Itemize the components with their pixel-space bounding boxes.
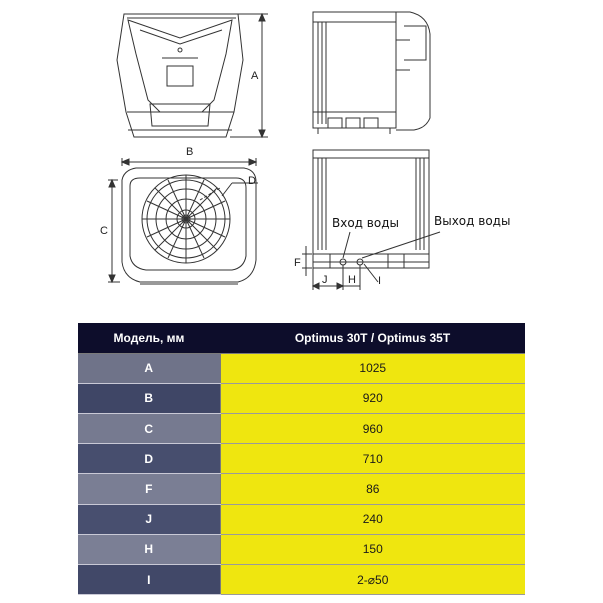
top-view (122, 168, 256, 284)
table-row (78, 414, 525, 444)
rear-view (313, 150, 440, 268)
label-b: B (186, 146, 194, 158)
dimension-c (108, 180, 120, 282)
dimension-b (122, 158, 256, 166)
row-value: 240 (220, 504, 525, 534)
row-key: C (78, 414, 220, 444)
table-row (78, 565, 525, 595)
front-view (117, 14, 243, 137)
table-row (78, 534, 525, 564)
dimension-f (302, 246, 312, 276)
row-key: H (78, 534, 220, 564)
row-value: 1025 (220, 353, 525, 383)
row-key: I (78, 565, 220, 595)
row-key: J (78, 504, 220, 534)
table-row (78, 474, 525, 504)
row-key: B (78, 383, 220, 413)
table-row (78, 444, 525, 474)
label-d: D (248, 175, 256, 187)
row-value: 710 (220, 444, 525, 474)
row-value: 920 (220, 383, 525, 413)
header-product: Optimus 30T / Optimus 35T (220, 323, 525, 353)
label-i: I (378, 275, 382, 287)
dimension-a (230, 14, 268, 137)
header-model: Модель, мм (78, 323, 220, 353)
label-c: C (100, 225, 108, 237)
row-value: 2-⌀50 (220, 565, 525, 595)
table-row (78, 353, 525, 383)
label-j: J (322, 274, 328, 286)
side-view (313, 12, 430, 134)
table-row (78, 383, 525, 413)
inlet-label: Вход воды (332, 216, 399, 230)
outlet-label: Выход воды (434, 214, 511, 228)
label-a: A (251, 70, 259, 82)
spec-table (78, 323, 525, 595)
row-value: 150 (220, 534, 525, 564)
label-f: F (294, 257, 301, 269)
technical-drawing (0, 0, 603, 300)
row-value: 960 (220, 414, 525, 444)
label-h: H (348, 274, 356, 286)
row-key: F (78, 474, 220, 504)
row-key: A (78, 353, 220, 383)
table-header-row (78, 323, 525, 353)
table-row (78, 504, 525, 534)
row-key: D (78, 444, 220, 474)
row-value: 86 (220, 474, 525, 504)
